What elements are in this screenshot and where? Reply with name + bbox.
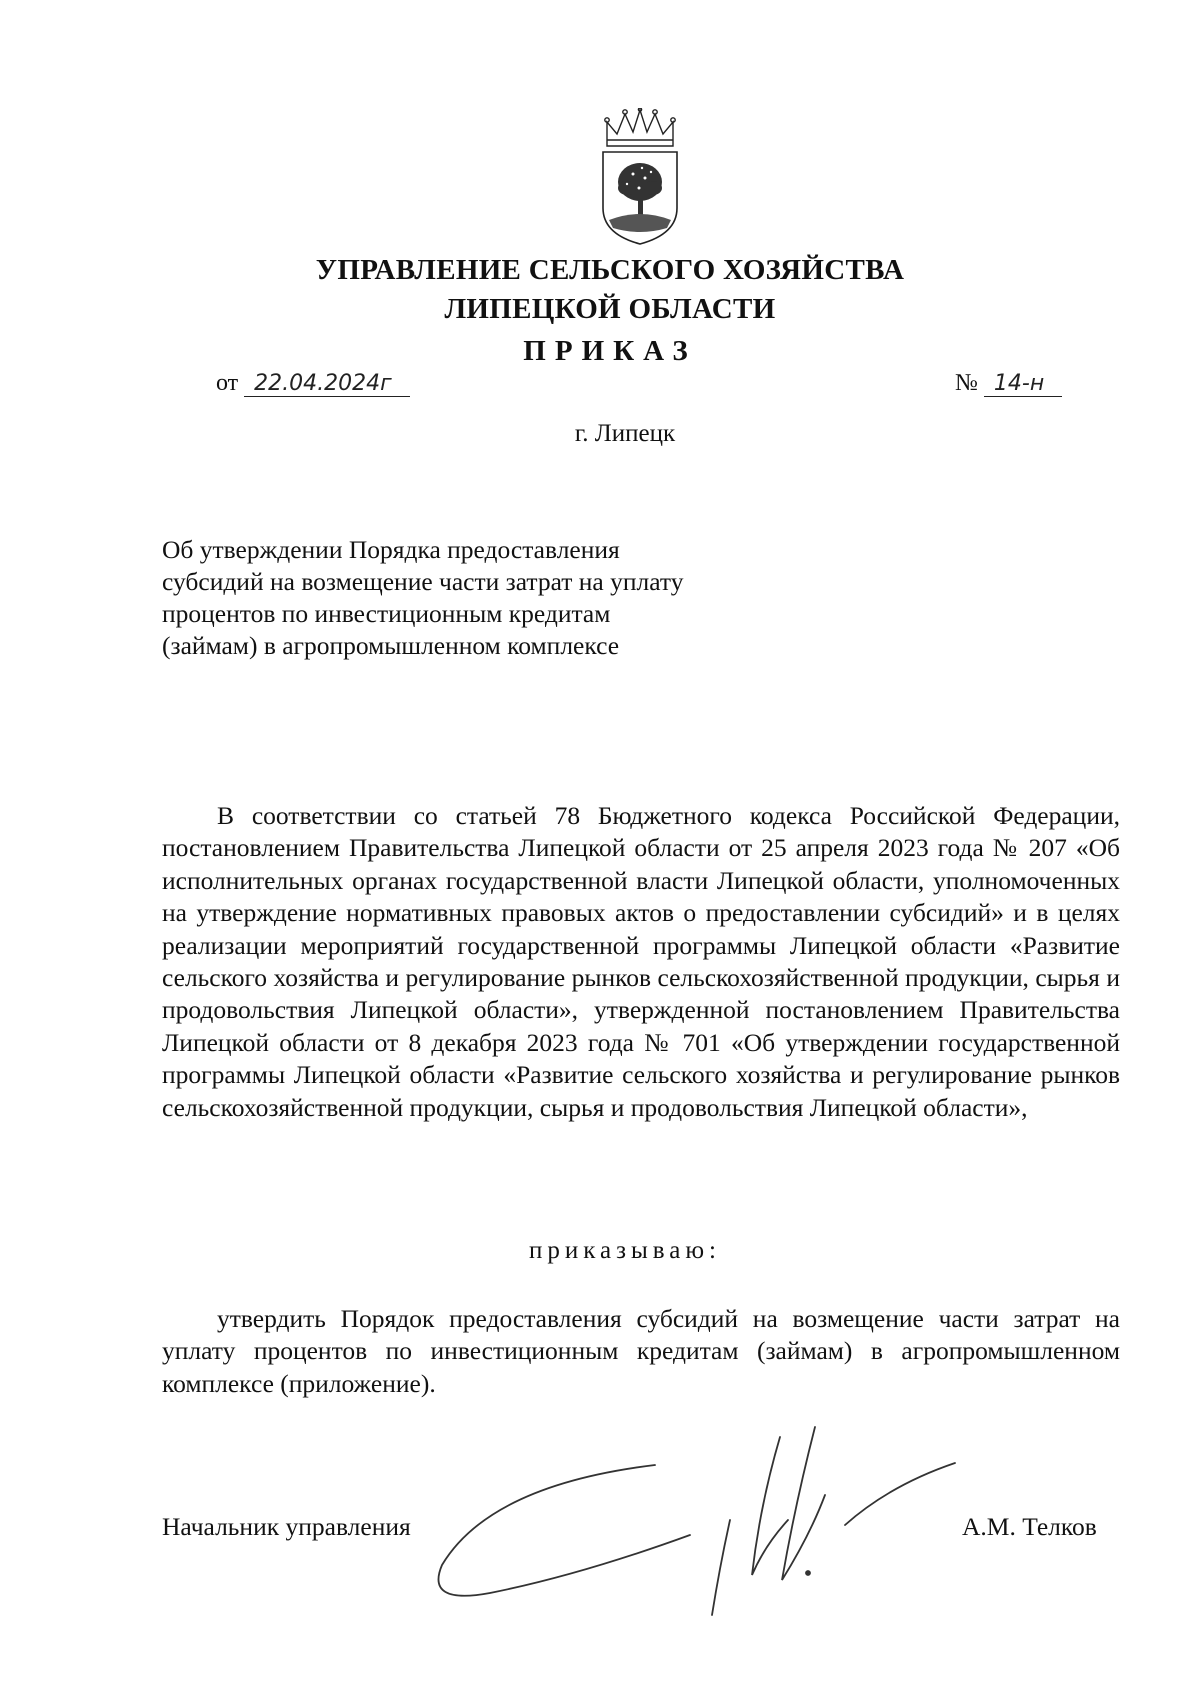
date-row [216,370,410,397]
signatory-name: А.М. Телков [962,1512,1097,1541]
city: г. Липецк [574,420,676,447]
document-subject: Об утверждении Порядка предоставления субсидий на возмещение части затрат на уплату процентов по инвестиционным кредитам (займам) в агропромышленном комплексе [162,535,684,660]
coat-of-arms-icon [597,108,683,248]
body-paragraph-2: утвердить Порядок предоставления субсидий на возмещение части затрат на уплату процентов по инвестиционным кредитам (займам) в агропромышленном комплексе (приложение). [162,1304,1120,1398]
date-value: 22.04.2024г [244,371,410,397]
number-row [955,370,1062,397]
organization-name-line2: ЛИПЕЦКОЙ ОБЛАСТИ [444,293,776,325]
document-type-title: ПРИКАЗ [523,335,697,367]
order-word: приказываю: [529,1237,721,1264]
organization-name-line1: УПРАВЛЕНИЕ СЕЛЬСКОГО ХОЗЯЙСТВА [315,254,905,286]
number-value: 14-н [984,371,1062,397]
number-prefix: № [955,370,978,396]
body-paragraph-1: В соответствии со статьей 78 Бюджетного кодекса Российской Федерации, постановлением Правительства Липецкой области от 25 апреля 2023 года № 207 «Об исполнительных органах государственной власти Липецкой области, уполномоченных на утверждение нормативных правовых актов о предоставлении субсидий» и в целях реализации мероприятий государственной программы Липецкой области «Развитие сельского хозяйства и регулирование рынков сельскохозяйственной продукции, сырья и продовольствия Липецкой области», утвержденной постановлением Правительства Липецкой области от 8 декабря 2023 года № 701 «Об утверждении государственной программы Липецкой области «Развитие сельского хозяйства и регулирование рынков сельскохозяйственной продукции, сырья и продовольствия Липецкой области», [162,801,1120,1122]
date-prefix: от [216,370,239,396]
signatory-position: Начальник управления [162,1512,411,1541]
handwritten-signature [430,1425,990,1625]
